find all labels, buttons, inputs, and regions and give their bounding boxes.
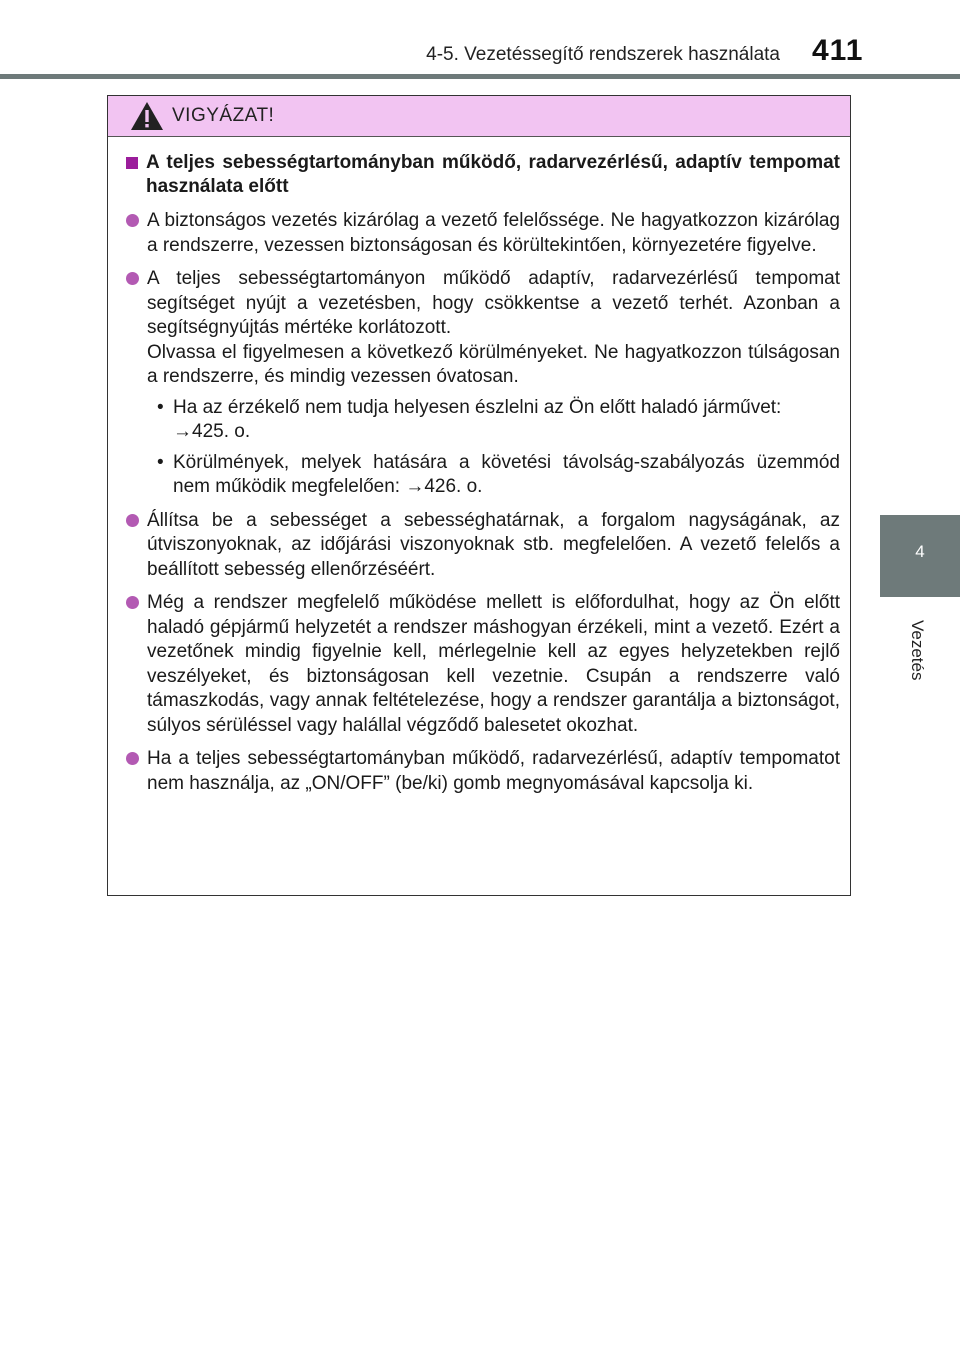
- chapter-tab[interactable]: [880, 515, 960, 597]
- warning-triangle-icon: [130, 101, 164, 131]
- sub-list-item: [147, 451, 840, 500]
- list-item: [126, 509, 840, 583]
- circle-bullet-icon: [126, 272, 139, 285]
- bullet-text: A teljes sebességtartományon működő adaptív, radarvezérlésű tempomat segítséget nyújt a vezetésben, hogy csökkentse a vezető terhét. Azonban a segítségnyújtás mértéke korlátozott.: [147, 268, 840, 338]
- circle-bullet-icon: [126, 596, 139, 609]
- caution-title: VIGYÁZAT!: [172, 105, 275, 126]
- circle-bullet-icon: [126, 214, 139, 227]
- running-header: 4-5. Vezetéssegítő rendszerek használata: [426, 44, 780, 65]
- sub-item-text: Körülmények, melyek hatására a követési távolság-szabályozás üzemmód nem működik megfelelően: →426. o.: [173, 451, 840, 497]
- sub-item-text: Ha az érzékelő nem tudja helyesen észlelni az Ön előtt haladó járművet:: [173, 396, 782, 418]
- list-item: [126, 267, 840, 500]
- header-rule: [0, 74, 960, 79]
- square-bullet-icon: [126, 157, 138, 169]
- bullet-text: A biztonságos vezetés kizárólag a vezető felelőssége. Ne hagyatkozzon kizárólag a rendszerre, vezessen biztonságosan és körültekintően, környezetére figyelve.: [147, 210, 840, 256]
- chapter-label: Vezetés: [908, 619, 927, 681]
- circle-bullet-icon: [126, 514, 139, 527]
- bullet-text: Még a rendszer megfelelő működése mellett is előfordulhat, hogy az Ön előtt haladó gépjármű helyzetét a rendszer máshogyan érzékeli, mint a vezető. Ezért a vezetőnek mindig figyelnie kell, mérlegelnie kell az egyes helyzetekben rejlő veszélyeket, és biztonságosan kell vezetnie. Csupán a rendszerre való támaszkodás, vagy annak feltételezése, hogy a rendszer garantálja a biztonságot, súlyos sérüléssel vagy halállal végződő balesetet okozhat.: [147, 592, 840, 736]
- bullet-text: Ha a teljes sebességtartományban működő, radarvezérlésű, adaptív tempomatot nem használja, az „ON/OFF” (be/ki) gomb megnyomásával kapcsolja ki.: [147, 748, 840, 794]
- bullet-content: [147, 267, 840, 500]
- page-number: 411: [812, 34, 864, 67]
- sub-list-item: [147, 396, 840, 445]
- small-dot-icon: •: [157, 451, 164, 473]
- chapter-number: 4: [915, 542, 925, 561]
- section-heading: [126, 151, 840, 199]
- page-reference-link[interactable]: →425. o.: [173, 421, 251, 442]
- small-dot-icon: •: [157, 396, 164, 418]
- caution-box: [107, 95, 851, 896]
- bullet-text: Állítsa be a sebességet a sebességhatárnak, a forgalom nagyságának, az útviszonyoknak, az időjárási viszonyoknak stb. megfelelően. A vezető felelős a beállított sebesség ellenőrzéséért.: [147, 509, 840, 580]
- list-item: [126, 591, 840, 738]
- bullet-extra-text: Olvassa el figyelmesen a következő körülményeket. Ne hagyatkozzon túlságosan a rendszerre, és mindig vezessen óvatosan.: [147, 341, 840, 387]
- list-item: [126, 747, 840, 796]
- caution-header: [108, 96, 850, 137]
- section-heading-text: A teljes sebességtartományban működő, radarvezérlésű, adaptív tempomat használata előtt: [146, 152, 840, 197]
- list-item: [126, 209, 840, 258]
- circle-bullet-icon: [126, 752, 139, 765]
- caution-body: [108, 137, 850, 796]
